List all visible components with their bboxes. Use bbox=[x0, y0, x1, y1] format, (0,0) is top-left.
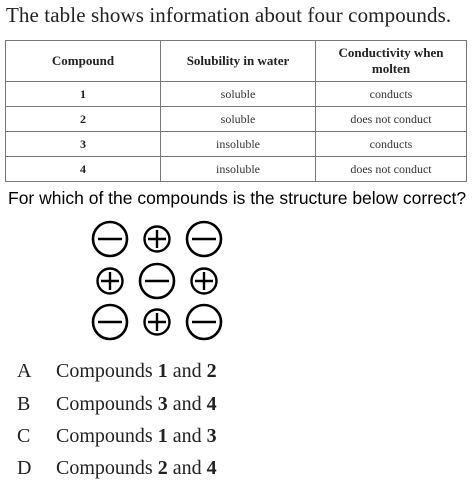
positive-ion-icon bbox=[145, 310, 170, 335]
table-header-row bbox=[6, 41, 467, 82]
option-letter: C bbox=[17, 425, 31, 447]
cell-compound: 3 bbox=[6, 132, 161, 157]
answer-option-d[interactable] bbox=[0, 455, 474, 481]
table-row bbox=[6, 82, 467, 107]
negative-ion-icon bbox=[140, 264, 174, 298]
answer-option-b[interactable] bbox=[0, 391, 474, 417]
cell-conductivity: does not conduct bbox=[316, 107, 467, 132]
option-letter: A bbox=[17, 360, 32, 382]
cell-compound: 4 bbox=[6, 157, 161, 182]
compounds-table bbox=[5, 40, 467, 182]
header-conductivity: Conductivity when molten bbox=[316, 41, 467, 82]
table-row bbox=[6, 107, 467, 132]
cell-conductivity: conducts bbox=[316, 132, 467, 157]
intro-text: The table shows information about four compounds. bbox=[6, 3, 452, 27]
answer-option-c[interactable] bbox=[0, 423, 474, 449]
cell-solubility: soluble bbox=[161, 82, 316, 107]
table-row bbox=[6, 157, 467, 182]
negative-ion-icon bbox=[93, 305, 127, 339]
option-text: Compounds 2 and 4 bbox=[56, 457, 217, 479]
cell-conductivity: conducts bbox=[316, 82, 467, 107]
cell-compound: 1 bbox=[6, 82, 161, 107]
option-text: Compounds 1 and 2 bbox=[56, 360, 217, 382]
compounds-table-container bbox=[5, 40, 466, 180]
option-text: Compounds 1 and 3 bbox=[56, 425, 217, 447]
negative-ion-icon bbox=[187, 222, 221, 256]
positive-ion-icon bbox=[192, 269, 217, 294]
positive-ion-icon bbox=[145, 227, 170, 252]
option-letter: B bbox=[17, 393, 31, 415]
table-row bbox=[6, 132, 467, 157]
negative-ion-icon bbox=[93, 222, 127, 256]
cell-solubility: insoluble bbox=[161, 157, 316, 182]
option-text: Compounds 3 and 4 bbox=[56, 393, 217, 415]
cell-solubility: soluble bbox=[161, 107, 316, 132]
header-solubility: Solubility in water bbox=[161, 41, 316, 82]
cell-solubility: insoluble bbox=[161, 132, 316, 157]
negative-ion-icon bbox=[187, 305, 221, 339]
question-text: For which of the compounds is the structure below correct? bbox=[8, 188, 467, 208]
cell-compound: 2 bbox=[6, 107, 161, 132]
positive-ion-icon bbox=[98, 269, 123, 294]
header-compound: Compound bbox=[6, 41, 161, 82]
answer-option-a[interactable] bbox=[0, 358, 474, 384]
ionic-lattice-diagram bbox=[86, 220, 228, 342]
option-letter: D bbox=[17, 457, 32, 479]
cell-conductivity: does not conduct bbox=[316, 157, 467, 182]
